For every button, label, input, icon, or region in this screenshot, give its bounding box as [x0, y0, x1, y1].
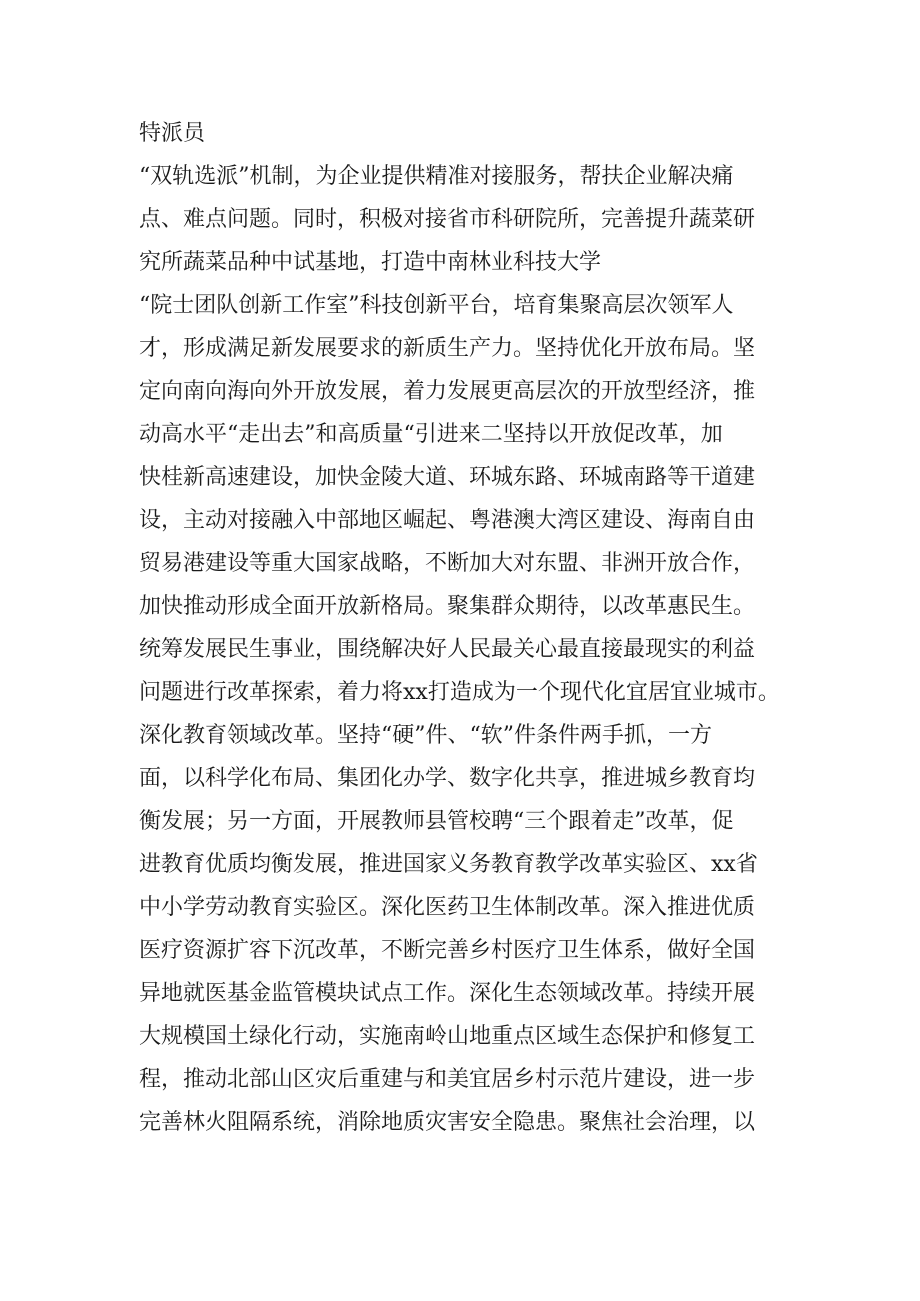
text-line: 面，以科学化布局、集团化办学、数字化共享，推进城乡教育均 — [139, 766, 756, 791]
text-line: 问题进行改革探索，着力将xx打造成为一个现代化宜居宜业城市。 — [139, 680, 780, 705]
text-line: 进教育优质均衡发展，推进国家义务教育教学改革实验区、xx省 — [139, 852, 758, 877]
text-line: 大规模国土绿化行动，实施南岭山地重点区域生态保护和修复工 — [139, 1024, 756, 1049]
text-line: 究所蔬菜品种中试基地，打造中南林业科技大学 — [139, 250, 602, 275]
text-line: 设，主动对接融入中部地区崛起、粤港澳大湾区建设、海南自由 — [139, 508, 756, 533]
text-line: 贸易港建设等重大国家战略，不断加大对东盟、非洲开放合作， — [139, 551, 756, 576]
text-line: 程，推动北部山区灾后重建与和美宜居乡村示范片建设，进一步 — [139, 1067, 756, 1092]
text-line: 异地就医基金监管模块试点工作。深化生态领域改革。持续开展 — [139, 981, 756, 1006]
text-line: 深化教育领域改革。坚持“硬”件、“软”件条件两手抓，一方 — [139, 723, 712, 748]
text-line: 医疗资源扩容下沉改革，不断完善乡村医疗卫生体系，做好全国 — [139, 938, 756, 963]
text-line: 定向南向海向外开放发展，着力发展更高层次的开放型经济，推 — [139, 379, 756, 404]
text-line: 才，形成满足新发展要求的新质生产力。坚持优化开放布局。坚 — [139, 336, 756, 361]
text-line: 点、难点问题。同时，积极对接省市科研院所，完善提升蔬菜研 — [139, 207, 756, 232]
text-line: “双轨选派”机制，为企业提供精准对接服务，帮扶企业解决痛 — [139, 164, 734, 189]
text-line: 加快推动形成全面开放新格局。聚集群众期待，以改革惠民生。 — [139, 594, 756, 619]
text-line: 特派员 — [139, 121, 206, 146]
text-line: 衡发展；另一方面，开展教师县管校聘“三个跟着走”改革，促 — [139, 809, 734, 834]
text-line: 完善林火阻隔系统，消除地质灾害安全隐患。聚焦社会治理，以 — [139, 1110, 756, 1135]
text-line: 动高水平“走出去”和高质量“引进来二坚持以开放促改革，加 — [139, 422, 723, 447]
text-line: 统筹发展民生事业，围绕解决好人民最关心最直接最现实的利益 — [139, 637, 756, 662]
text-line: 中小学劳动教育实验区。深化医药卫生体制改革。深入推进优质 — [139, 895, 756, 920]
body-text — [139, 112, 799, 1144]
text-line: “院士团队创新工作室”科技创新平台，培育集聚高层次领军人 — [139, 293, 734, 318]
text-line: 快桂新高速建设，加快金陵大道、环城东路、环城南路等干道建 — [139, 465, 756, 490]
